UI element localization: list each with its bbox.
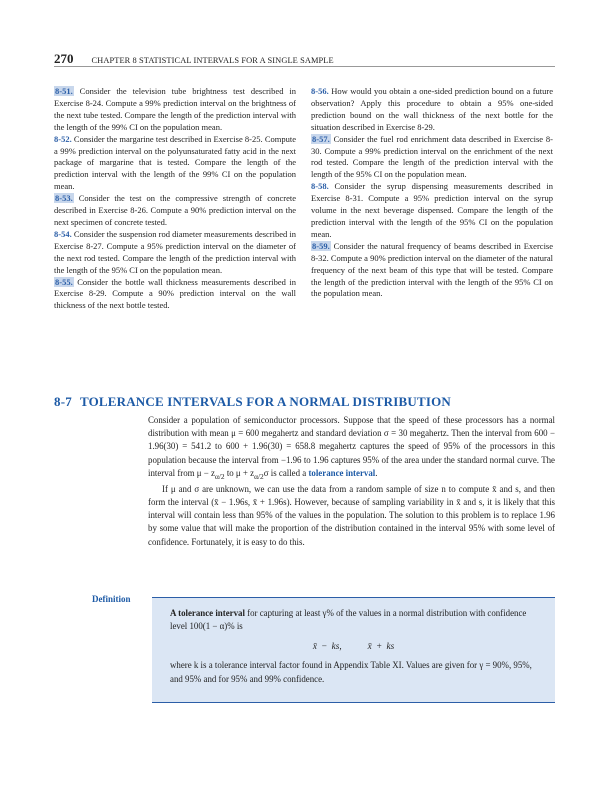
subscript: α/2 — [214, 471, 225, 481]
paragraph-text: Consider a population of semiconductor processors. Suppose that the speed of these processors has a normal distribution with mean μ = 600 megahertz and standard deviation σ = 30 megahertz. Then the interval from 600 − 1.96(30) = 541.2 to 600 + 1.96(30) = 658.8 megahertz captures the speed of 95% of the processors in this population because the interval from −1.96 to 1.96 captures 95% of the area under the standard normal curve. The interval from μ − z — [148, 415, 555, 478]
definition-label: Definition — [92, 594, 131, 604]
exercise-item — [311, 181, 553, 241]
section-body — [148, 414, 555, 549]
exercise-number: 8-56. — [311, 86, 329, 96]
exercise-item — [311, 134, 553, 182]
header-rule — [54, 66, 555, 67]
body-paragraph — [148, 414, 555, 483]
exercise-number: 8-52. — [54, 133, 72, 144]
exercise-text: Consider the natural frequency of beams described in Exercise 8-32. Compute a 90% prediction interval on the diameter of the natural frequency of the next beam of this type that will be tested. Compare the length of the prediction interval with the length of the 95% CI on the population mean. — [311, 240, 554, 299]
definition-text: for capturing at least γ% of the values in a normal distribution with confidence level 100(1 − α)% is — [170, 608, 527, 632]
exercise-number: 8-57. — [312, 133, 330, 144]
exercise-item — [54, 229, 296, 277]
key-term: tolerance interval — [308, 467, 376, 478]
exercise-columns — [54, 86, 554, 346]
exercise-column-left — [54, 86, 296, 312]
exercise-text: Consider the test on the compressive strength of concrete described in Exercise 8-26. Compute a 90% prediction interval on the next specimen of concrete tested. — [54, 193, 297, 227]
exercise-item — [54, 86, 296, 134]
exercise-number: 8-54. — [54, 228, 72, 239]
exercise-number: 8-55. — [55, 276, 73, 287]
body-paragraph: If μ and σ are unknown, we can use the data from a random sample of size n to compute x̄ and s, and then form the interval (x̄ − 1.96s, x̄ + 1.96s). However, because of sampling variability in x̄ and s, it is likely that this interval will contain less than 95% of the values in the population. The solution to this problem is to replace 1.96 by some value that will make the proportion of the distribution contained in the interval 95% with some level of confidence. Fortunately, it is easy to do this. — [148, 483, 555, 547]
section-number: 8-7 — [54, 394, 72, 409]
exercise-text: Consider the bottle wall thickness measurements described in Exercise 8-29. Compute a 90% prediction interval on the wall thickness of the next bottle tested. — [54, 276, 297, 311]
chapter-title: CHAPTER 8 STATISTICAL INTERVALS FOR A SINGLE SAMPLE — [91, 56, 334, 65]
formula-lower: x̄ − ks, — [312, 641, 342, 652]
definition-box — [152, 597, 555, 703]
exercise-text: Consider the fuel rod enrichment data described in Exercise 8-30. Compute a 99% prediction interval on the enrichment of the next rod tested. Compare the length of the prediction interval with the length of the 95% CI on the population mean. — [311, 133, 553, 180]
exercise-text: Consider the suspension rod diameter measurements described in Exercise 8-27. Compute a 95% prediction interval on the diameter of the next rod tested. Compare the length of the prediction interval with the length of the 95% CI on the population mean. — [54, 228, 297, 275]
exercise-item — [54, 134, 296, 194]
exercise-item — [311, 86, 553, 134]
page-header — [54, 50, 555, 64]
exercise-number: 8-51. — [55, 86, 73, 96]
exercise-text: Consider the television tube brightness test described in Exercise 8-24. Compute a 99% prediction interval on the brightness of the next tube tested. Compare the length of the prediction interval with the length of the 99% CI on the population mean. — [54, 86, 297, 132]
page-number: 270 — [54, 51, 74, 66]
paragraph-text: to μ + z — [224, 467, 255, 478]
section-title: TOLERANCE INTERVALS FOR A NORMAL DISTRIBUTION — [79, 394, 452, 409]
formula-upper: x̄ + ks — [367, 641, 395, 652]
exercise-number: 8-53. — [55, 193, 73, 204]
paragraph-text: σ is called a — [263, 467, 309, 478]
section-heading — [54, 394, 451, 410]
formula — [170, 641, 537, 651]
exercise-number: 8-59. — [312, 240, 330, 251]
definition-term: A tolerance interval — [170, 608, 245, 618]
exercise-number: 8-58. — [311, 181, 329, 192]
paragraph-text: . — [375, 467, 378, 478]
exercise-text: Consider the syrup dispensing measurements described in Exercise 8-31. Compute a 95% prediction interval on the syrup volume in the next beverage dispensed. Compare the length of the prediction interval with the length of the 95% CI on the population mean. — [311, 181, 553, 239]
subscript: α/2 — [254, 471, 264, 481]
exercise-item — [54, 193, 296, 229]
exercise-text: How would you obtain a one-sided prediction bound on a future observation? Apply this procedure to obtain a 95% one-sided prediction bound on the wall thickness of the next bottle for the situation described in Exercise 8-29. — [311, 86, 554, 132]
exercise-column-right — [311, 86, 553, 300]
exercise-text: Consider the margarine test described in Exercise 8-25. Compute a 99% prediction interval on the polyunsaturated fatty acid in the next package of margarine that is tested. Compare the length of the prediction interval with the length of the 99% CI on the population mean. — [54, 133, 296, 192]
definition-footer: where k is a tolerance interval factor found in Appendix Table XI. Values are given for γ = 90%, 95%, and 95% and for 95% and 99% confidence. — [170, 660, 532, 684]
exercise-item — [54, 277, 296, 313]
definition-intro — [170, 607, 537, 633]
exercise-item — [311, 241, 553, 301]
